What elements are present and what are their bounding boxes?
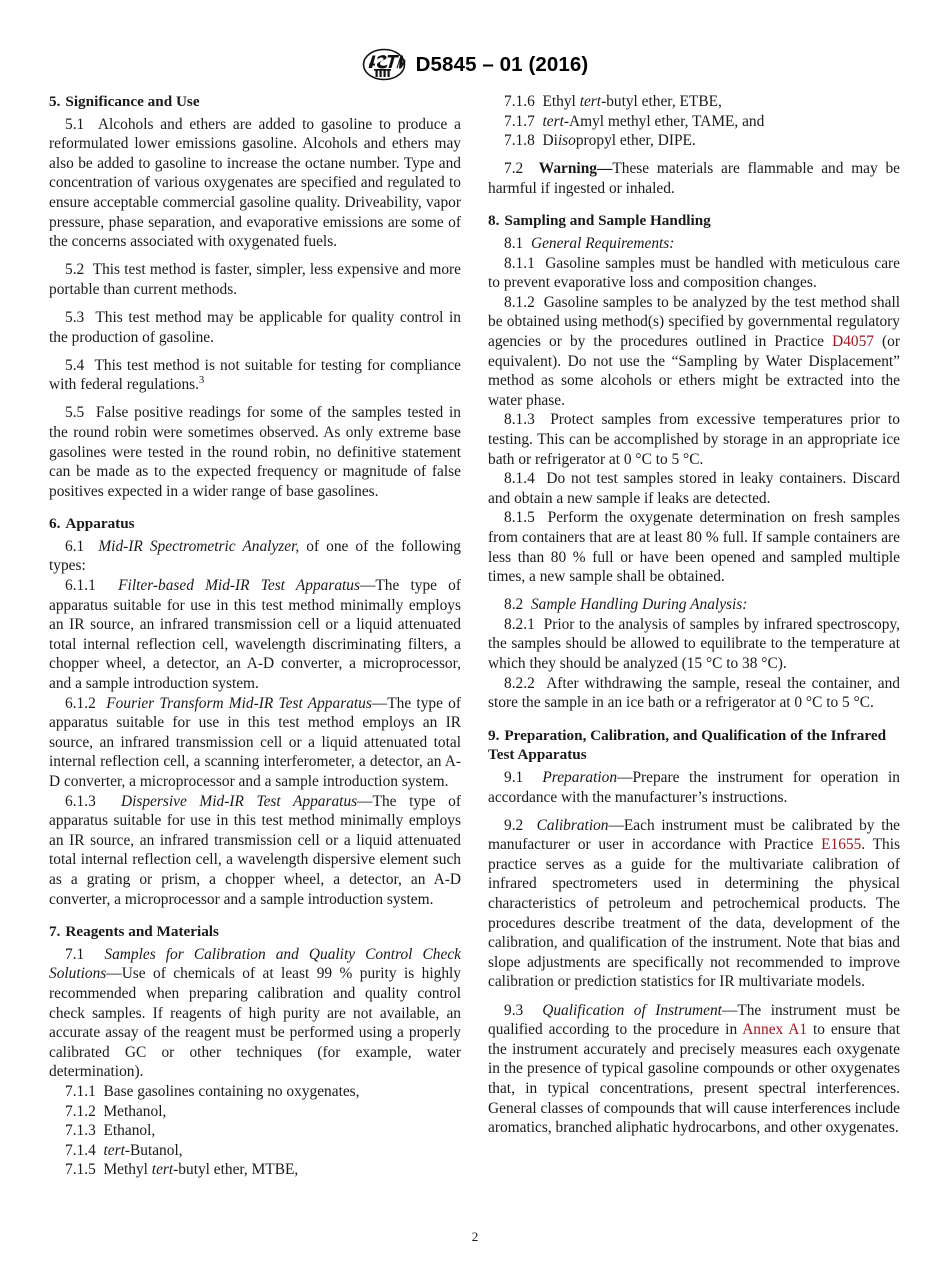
paragraph-8-2-2	[488, 674, 900, 713]
list-item	[488, 112, 900, 132]
list-item	[49, 1160, 461, 1180]
paragraph-9-1	[488, 768, 900, 807]
paragraph-8-1-3-number: 8.1.3	[504, 411, 535, 429]
paragraph-5-2-number: 5.2	[65, 261, 85, 279]
paragraph-7-1-number: 7.1	[65, 945, 85, 963]
list-item-prefix: Ethyl	[542, 93, 580, 110]
paragraph-8-1-3-text: Protect samples from excessive temperatures prior to testing. This can be accomplished by storage in an appropriate ice bath or refrigerator at 0 °C to 5 °C.	[488, 411, 900, 468]
paragraph-5-3-number: 5.3	[65, 308, 85, 326]
paragraph-5-5-text: False positive readings for some of the samples tested in the round robin were sometimes observed. As only extreme base gasolines were tested in the round robin, no definitive statement can be made as to the expected frequency or magnitude of false positives expected in a wider range of base gasolines.	[49, 404, 462, 500]
paragraph-8-1-5	[488, 508, 900, 586]
paragraph-5-1-number: 5.1	[65, 115, 85, 133]
paragraph-8-1-2	[488, 293, 900, 411]
paragraph-5-5-number: 5.5	[65, 404, 85, 422]
paragraph-8-1-5-number: 8.1.5	[504, 509, 535, 527]
paragraph-5-4	[49, 356, 461, 395]
paragraph-5-4-text: This test method is not suitable for testing for compliance with federal regulations.	[49, 356, 461, 394]
paragraph-9-1-text: —Prepare the instrument for operation in accordance with the manufacturer’s instructions.	[488, 769, 900, 806]
paragraph-9-3-number: 9.3	[504, 1001, 524, 1019]
paragraph-6-1-term: Mid-IR Spectrometric Analyzer,	[98, 537, 300, 555]
section-heading-9	[488, 726, 900, 765]
paragraph-5-5	[49, 403, 461, 501]
paragraph-8-1-1-text: Gasoline samples must be handled with meticulous care to prevent evaporative loss and composition changes.	[488, 254, 900, 292]
list-item-italic: tert	[151, 1161, 174, 1179]
paragraph-6-1-3-number: 6.1.3	[65, 792, 96, 810]
paragraph-6-1	[49, 537, 461, 576]
list-item-number: 7.1.5	[65, 1161, 96, 1179]
list-item	[49, 1082, 461, 1102]
list-item-number: 7.1.2	[65, 1102, 96, 1120]
section-heading-5	[49, 92, 461, 112]
list-item	[49, 1121, 461, 1141]
paragraph-8-1	[488, 234, 900, 254]
paragraph-9-2-text-a: —Each instrument must be calibrated by the manufacturer or user in accordance with Practice	[488, 816, 900, 854]
paragraph-9-2-term: Calibration	[536, 816, 609, 834]
paragraph-8-2-2-text: After withdrawing the sample, reseal the container, and store the sample in an ice bath or a refrigerator at 0 °C to 5 °C.	[488, 674, 900, 712]
paragraph-6-1-2-term: Fourier Transform Mid-IR Test Apparatus	[106, 694, 372, 712]
footnote-marker-3: 3	[199, 375, 205, 387]
section-7-number: 7.	[49, 923, 61, 941]
document-header	[0, 48, 950, 81]
paragraph-6-1-3-term: Dispersive Mid-IR Test Apparatus	[120, 792, 358, 810]
paragraph-8-2-2-number: 8.2.2	[504, 674, 535, 692]
section-8-number: 8.	[488, 212, 500, 230]
section-heading-8	[488, 211, 900, 231]
paragraph-8-1-4-text: Do not test samples stored in leaky containers. Discard and obtain a new sample if leaks are detected.	[488, 470, 900, 507]
paragraph-8-1-1	[488, 254, 900, 293]
paragraph-5-2	[49, 260, 461, 299]
paragraph-6-1-1-term: Filter-based Mid-IR Test Apparatus	[118, 577, 360, 595]
warning-label: Warning—	[538, 160, 613, 178]
list-item-text: Base gasolines containing no oxygenates,	[103, 1082, 360, 1100]
paragraph-9-2-text-b: . This practice serves as a guide for the multivariate calibration of infrared spectrometers used in determining the physical characteristics of petroleum and petrochemical products. The procedures describe treatment of the data, development of the calibration, and qualification of the instrument. Note that bias and slope adjustments are specifically not recommended to improve calibration or prediction statistics for IR multivariate models.	[488, 836, 900, 991]
paragraph-8-2-number: 8.2	[504, 596, 524, 614]
right-column	[488, 92, 900, 1202]
standard-link-e1655[interactable]: E1655	[821, 836, 862, 854]
section-heading-7	[49, 922, 461, 942]
section-heading-6	[49, 514, 461, 534]
page-number: 2	[471, 1229, 479, 1244]
paragraph-9-2-number: 9.2	[504, 816, 524, 834]
paragraph-9-3-text-a: —The instrument must be qualified according to the procedure in	[488, 1001, 900, 1039]
astm-logo-icon	[362, 48, 406, 81]
list-item-text: -butyl ether, ETBE,	[601, 93, 722, 110]
list-item	[488, 92, 900, 112]
paragraph-5-4-number: 5.4	[65, 356, 85, 374]
section-9-title: Preparation, Calibration, and Qualification of the Infrared Test Apparatus	[488, 726, 887, 764]
list-item-text: Ethanol,	[103, 1122, 156, 1140]
paragraph-9-1-term: Preparation	[542, 769, 618, 786]
paragraph-5-1-text: Alcohols and ethers are added to gasoline to produce a reformulated lower emissions gasoline. Alcohols and ethers may also be added to gasoline to increase the octane number. Type and concentration of various oxygenates are specified and regulated to ensure acceptable commercial gasoline quality. Driveability, vapor pressure, phase separation, and evaporative emissions are some of the concerns associated with oxygenated fuels.	[49, 115, 462, 251]
paragraph-8-2-term: Sample Handling During Analysis:	[530, 596, 748, 614]
paragraph-8-1-4	[488, 469, 900, 508]
paragraph-5-2-text: This test method is faster, simpler, less expensive and more portable than current methods.	[49, 261, 461, 298]
paragraph-8-1-2-text-a: Gasoline samples to be analyzed by the test method shall be obtained using method(s) specified by governmental regulatory agencies or by the procedures outlined in Practice	[488, 293, 900, 351]
paragraph-6-1-2	[49, 694, 461, 792]
paragraph-8-2	[488, 595, 900, 615]
paragraph-9-3	[488, 1001, 900, 1138]
two-column-body	[49, 92, 901, 1202]
paragraph-6-1-2-number: 6.1.2	[65, 694, 96, 712]
paragraph-8-2-1-number: 8.2.1	[504, 615, 535, 633]
standard-link-d4057[interactable]: D4057	[832, 333, 874, 351]
paragraph-8-1-2-text-b: (or equivalent). Do not use the “Sampling by Water Displacement” method as some alcohols or ethers might be extracted into the water phase.	[488, 333, 901, 409]
paragraph-7-1-text: —Use of chemicals of at least 99 % purity is highly recommended when preparing calibration and quality control check samples. If reagents of high purity are not available, an accurate assay of the reagent must be performed using a properly calibrated GC or other techniques (for example, water determination).	[49, 965, 461, 1081]
section-5-title: Significance and Use	[65, 93, 200, 110]
paragraph-9-2	[488, 816, 900, 992]
paragraph-8-1-term: General Requirements:	[530, 235, 675, 253]
paragraph-7-1	[49, 945, 461, 1082]
paragraph-7-2	[488, 159, 900, 198]
section-8-title: Sampling and Sample Handling	[504, 212, 711, 230]
paragraph-5-1	[49, 115, 461, 252]
left-column	[49, 92, 461, 1202]
list-item-number: 7.1.7	[504, 112, 535, 130]
paragraph-9-1-number: 9.1	[504, 769, 524, 786]
section-6-title: Apparatus	[65, 515, 135, 533]
list-item-number: 7.1.4	[65, 1141, 96, 1159]
paragraph-8-1-4-number: 8.1.4	[504, 470, 535, 488]
paragraph-6-1-3	[49, 792, 461, 910]
list-item-number: 7.1.3	[65, 1122, 96, 1140]
list-item-number: 7.1.6	[504, 93, 535, 110]
paragraph-6-1-2-text: —The type of apparatus suitable for use in this test method employs an IR source, an infrared transmission cell or a liquid attenuated total internal reflection cell, a scanning interferometer, a detector, an A-D converter, a microprocessor and a sample introduction system.	[49, 694, 461, 790]
list-item-prefix: Methyl	[103, 1161, 152, 1179]
paragraph-6-1-1-text: —The type of apparatus suitable for use in this test method minimally employs an IR source, an infrared transmission cell or a liquid attenuated total internal reflection cell, wavelength discriminating filters, a chopper wheel, a detector, an A-D converter, a microprocessor, and a sample introduction system.	[49, 577, 461, 693]
section-5-number: 5.	[49, 93, 61, 110]
list-item-number: 7.1.1	[65, 1082, 96, 1100]
paragraph-7-2-number: 7.2	[504, 160, 524, 178]
paragraph-9-3-term: Qualification of Instrument	[542, 1001, 722, 1019]
paragraph-7-1-term: Samples for Calibration and Quality Control Check Solutions	[49, 945, 461, 983]
list-item	[49, 1141, 461, 1161]
paragraph-6-1-1-number: 6.1.1	[65, 577, 96, 595]
paragraph-9-3-text-b: to ensure that the instrument accurately and precisely measures each oxygenate in the presence of typical gasoline compounds or other oxygenates that, in typical concentrations, present spectral interferences. General classes of compounds that will cause interferences include aromatics, branched aliphatic hydrocarbons, and other oxygenates.	[488, 1021, 900, 1137]
annex-link-a1[interactable]: Annex A1	[742, 1021, 808, 1039]
list-item	[488, 131, 900, 151]
list-item-text: Methanol,	[103, 1102, 167, 1120]
section-9-number: 9.	[488, 726, 500, 744]
section-7-title: Reagents and Materials	[65, 923, 219, 941]
list-item-text: -butyl ether, MTBE,	[173, 1161, 299, 1179]
list-item	[49, 1102, 461, 1122]
paragraph-5-3	[49, 308, 461, 347]
list-item-text: -Amyl methyl ether, TAME, and	[563, 112, 765, 130]
paragraph-6-1-number: 6.1	[65, 537, 85, 555]
list-item-text: propyl ether, DIPE.	[575, 132, 696, 150]
paragraph-8-1-1-number: 8.1.1	[504, 254, 535, 272]
paragraph-8-1-5-text: Perform the oxygenate determination on fresh samples from containers that are at least 80 % full. If sample containers are less than 80 % full or have been opened and sampled multiple times, a new sample shall be obtained.	[488, 509, 900, 586]
list-item-italic: tert	[103, 1141, 125, 1159]
list-item-number: 7.1.8	[504, 132, 535, 150]
list-item-italic: tert	[579, 93, 602, 110]
list-item-prefix: Di	[542, 132, 558, 150]
section-6-number: 6.	[49, 515, 61, 533]
paragraph-8-1-3	[488, 410, 900, 469]
paragraph-7-2-text: These materials are flammable and may be harmful if ingested or inhaled.	[488, 160, 900, 197]
paragraph-8-2-1	[488, 615, 900, 674]
list-item-text: -Butanol,	[124, 1141, 183, 1159]
list-item-italic: iso	[557, 132, 576, 150]
paragraph-5-3-text: This test method may be applicable for quality control in the production of gasoline.	[49, 308, 461, 346]
paragraph-6-1-1	[49, 576, 461, 694]
paragraph-6-1-text: of one of the following types:	[49, 537, 462, 575]
paragraph-8-1-2-number: 8.1.2	[504, 293, 535, 311]
list-item-italic: tert	[542, 112, 564, 130]
paragraph-6-1-3-text: —The type of apparatus suitable for use in this test method minimally employs an IR source, an infrared transmission cell or a liquid attenuated total internal reflection cell, a wavelength dispersive element such as a grating or prism, a chopper wheel, a detector, an A-D converter, a microprocessor and a sample introduction system.	[49, 792, 461, 908]
document-designation: D5845 – 01 (2016)	[415, 52, 589, 76]
paragraph-8-2-1-text: Prior to the analysis of samples by infrared spectroscopy, the samples should be allowed to equilibrate to the temperature at which they should be analyzed (15 °C to 38 °C).	[488, 615, 900, 673]
paragraph-8-1-number: 8.1	[504, 235, 524, 253]
